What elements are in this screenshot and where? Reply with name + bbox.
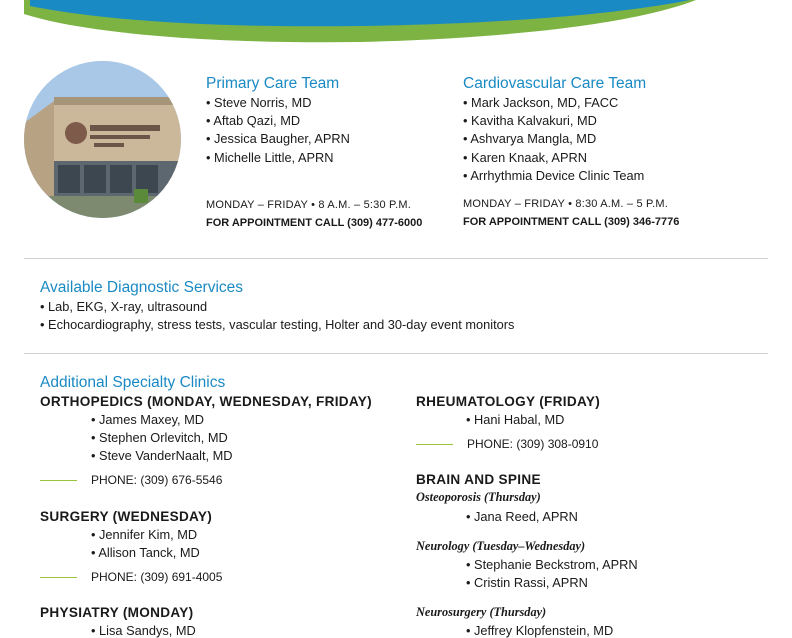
osteoporosis-doctor: • Jana Reed, APRN (466, 509, 578, 524)
building-photo (24, 61, 181, 218)
neurology-doctor: • Stephanie Beckstrom, APRN (466, 557, 638, 572)
divider (24, 258, 768, 259)
primary-care-contact (206, 199, 422, 229)
diagnostics-item: • Lab, EKG, X-ray, ultrasound (40, 299, 208, 314)
primary-care-member: • Jessica Baugher, APRN (206, 131, 350, 147)
phone-accent-line (40, 577, 77, 578)
primary-care-member: • Michelle Little, APRN (206, 149, 334, 165)
cardio-member: • Arrhythmia Device Clinic Team (463, 167, 645, 183)
cardio-member: • Ashvarya Mangla, MD (463, 131, 597, 147)
neurosurgery-label: Neurosurgery (Thursday) (416, 605, 547, 619)
phone-accent-line (40, 480, 77, 481)
surgery-heading: SURGERY (WEDNESDAY) (40, 509, 213, 524)
cardio-member: • Kavitha Kalvakuri, MD (463, 113, 597, 129)
osteoporosis-label: Osteoporosis (Thursday) (416, 490, 541, 504)
divider (24, 353, 768, 354)
physiatry-heading: PHYSIATRY (MONDAY) (40, 605, 194, 620)
cardio-hours: MONDAY – FRIDAY • 8:30 A.M. – 5 P.M. (463, 198, 669, 210)
cardio-member: • Mark Jackson, MD, FACC (463, 95, 619, 110)
diagnostics-title: Available Diagnostic Services (40, 279, 244, 296)
orthopedics-doctor: • Steve VanderNaalt, MD (91, 448, 233, 463)
primary-care-member: • Steve Norris, MD (206, 95, 312, 110)
primary-care-appointment: FOR APPOINTMENT CALL (309) 477-6000 (206, 217, 423, 229)
cardio-care-team (463, 75, 646, 185)
primary-care-team (206, 75, 350, 167)
brain-spine-heading: BRAIN AND SPINE (416, 472, 541, 487)
cardio-contact (463, 198, 679, 228)
surgery-phone: PHONE: (309) 691-4005 (91, 570, 223, 584)
header-banner (0, 0, 792, 48)
neurology-doctor: • Cristin Rassi, APRN (466, 575, 588, 590)
neurosurgery-doctor: • Jeffrey Klopfenstein, MD (466, 623, 614, 638)
surgery-doctor: • Jennifer Kim, MD (91, 527, 198, 542)
specialty-title: Additional Specialty Clinics (40, 374, 226, 391)
primary-care-hours: MONDAY – FRIDAY • 8 A.M. – 5:30 P.M. (206, 199, 412, 211)
cardio-care-title: Cardiovascular Care Team (463, 75, 647, 92)
primary-care-member: • Aftab Qazi, MD (206, 113, 301, 129)
diagnostics-list (40, 298, 514, 334)
neurology-label: Neurology (Tuesday–Wednesday) (416, 539, 586, 553)
rheumatology-heading: RHEUMATOLOGY (FRIDAY) (416, 394, 601, 409)
orthopedics-doctor: • Stephen Orlevitch, MD (91, 430, 228, 445)
orthopedics-phone: PHONE: (309) 676-5546 (91, 473, 223, 487)
phone-accent-line (416, 444, 453, 445)
diagnostics-item: • Echocardiography, stress tests, vascular testing, Holter and 30-day event monitors (40, 317, 515, 333)
rheumatology-doctor: • Hani Habal, MD (466, 412, 565, 427)
primary-care-title: Primary Care Team (206, 75, 340, 92)
cardio-appointment: FOR APPOINTMENT CALL (309) 346-7776 (463, 216, 680, 228)
rheumatology-phone: PHONE: (309) 308-0910 (467, 437, 599, 451)
cardio-member: • Karen Knaak, APRN (463, 149, 587, 165)
surgery-doctor: • Allison Tanck, MD (91, 545, 200, 560)
orthopedics-doctor: • James Maxey, MD (91, 412, 205, 427)
physiatry-doctor: • Lisa Sandys, MD (91, 623, 196, 638)
orthopedics-heading: ORTHOPEDICS (MONDAY, WEDNESDAY, FRIDAY) (40, 394, 372, 409)
